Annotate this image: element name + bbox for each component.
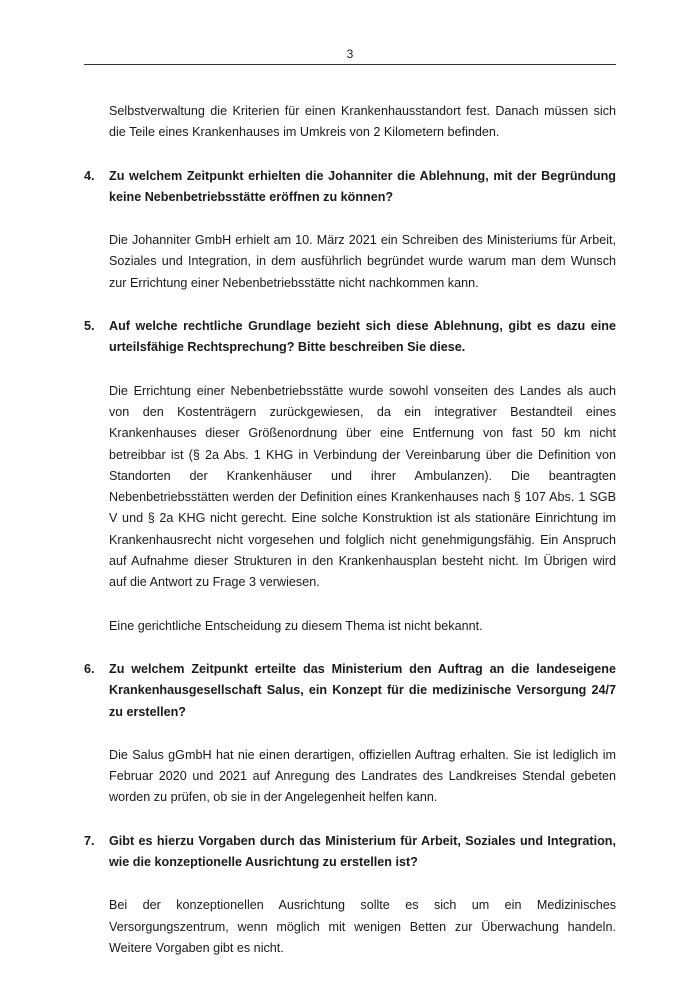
header-rule bbox=[84, 64, 616, 65]
document-body bbox=[84, 101, 616, 959]
answer-paragraph: Bei der konzeptionellen Ausrichtung sollte es sich um ein Medizinisches Versorgungszentrum, wenn möglich mit wenigen Betten zur Überwachung handeln. Weitere Vorgaben gibt es nicht. bbox=[109, 898, 616, 955]
question-text: Gibt es hierzu Vorgaben durch das Ministerium für Arbeit, Soziales und Integration, wie die konzeptionelle Ausrichtung zu erstellen ist? bbox=[109, 833, 616, 870]
answer-paragraph: Die Salus gGmbH hat nie einen derartigen, offiziellen Auftrag erhalten. Sie ist lediglich im Februar 2020 und 2021 auf Anregung des Landrates des Landkreises Stendal gebeten worden zu prüfen, ob sie in der Angelegenheit helfen kann. bbox=[109, 747, 616, 805]
question-number: 6. bbox=[84, 661, 95, 676]
page-number: 3 bbox=[346, 47, 354, 61]
question-text: Auf welche rechtliche Grundlage bezieht sich diese Ablehnung, gibt es dazu eine urteilsfähige Rechtsprechung? Bitte beschreiben Sie diese. bbox=[109, 319, 616, 355]
question-number: 7. bbox=[84, 833, 95, 848]
question-text: Zu welchem Zeitpunkt erteilte das Ministerium den Auftrag an die landeseigene Krankenhausgesellschaft Salus, ein Konzept für die medizinische Versorgung 24/7 zu erstellen? bbox=[109, 661, 616, 719]
question-number: 5. bbox=[84, 319, 95, 334]
question-text: Zu welchem Zeitpunkt erhielten die Johanniter die Ablehnung, mit der Begründung keine Nebenbetriebsstätte eröffnen zu können? bbox=[109, 168, 616, 204]
question-7 bbox=[84, 831, 616, 874]
answer-paragraph: Die Johanniter GmbH erhielt am 10. März 2021 ein Schreiben des Ministeriums für Arbeit, Soziales und Integration, in dem ausführlich begründet wurde warum man dem Wunsch zur Errichtung einer Nebenbetriebsstätte nicht nachkommen kann. bbox=[109, 233, 616, 290]
question-number: 4. bbox=[84, 168, 95, 183]
question-5 bbox=[84, 316, 616, 359]
intro-paragraph: Selbstverwaltung die Kriterien für einen Krankenhausstandort fest. Danach müssen sich die Teile eines Krankenhauses im Umkreis von 2 Kilometern befinden. bbox=[109, 104, 616, 140]
answer-paragraph: Eine gerichtliche Entscheidung zu diesem Thema ist nicht bekannt. bbox=[109, 618, 483, 633]
question-6 bbox=[84, 659, 616, 723]
answer-paragraph: Die Errichtung einer Nebenbetriebsstätte wurde sowohl vonseiten des Landes als auch von den Kostenträgern zurückgewiesen, da ein integrativer Bestandteil eines Krankenhauses dieser Größenordnung über eine Entfernung von fast 50 km nicht betreibbar ist (§ 2a Abs. 1 KHG in Verbindung der Vereinbarung über die Definition von Standorten der Krankenhäuser und ihrer Ambulanzen). Die beantragten Nebenbetriebsstätten werden der Definition eines Krankenhauses nach § 107 Abs. 1 SGB V und § 2a KHG nicht gerecht. Eine solche Konstruktion ist als stationäre Einrichtung im Krankenhausrecht nicht vorgesehen und folglich nicht genehmigungsfähig. Ein Anspruch auf Aufnahme dieser Strukturen in den Krankenhausplan besteht nicht. Im Übrigen wird auf die Antwort zu Frage 3 verwiesen. bbox=[109, 383, 616, 590]
question-4 bbox=[84, 166, 616, 209]
